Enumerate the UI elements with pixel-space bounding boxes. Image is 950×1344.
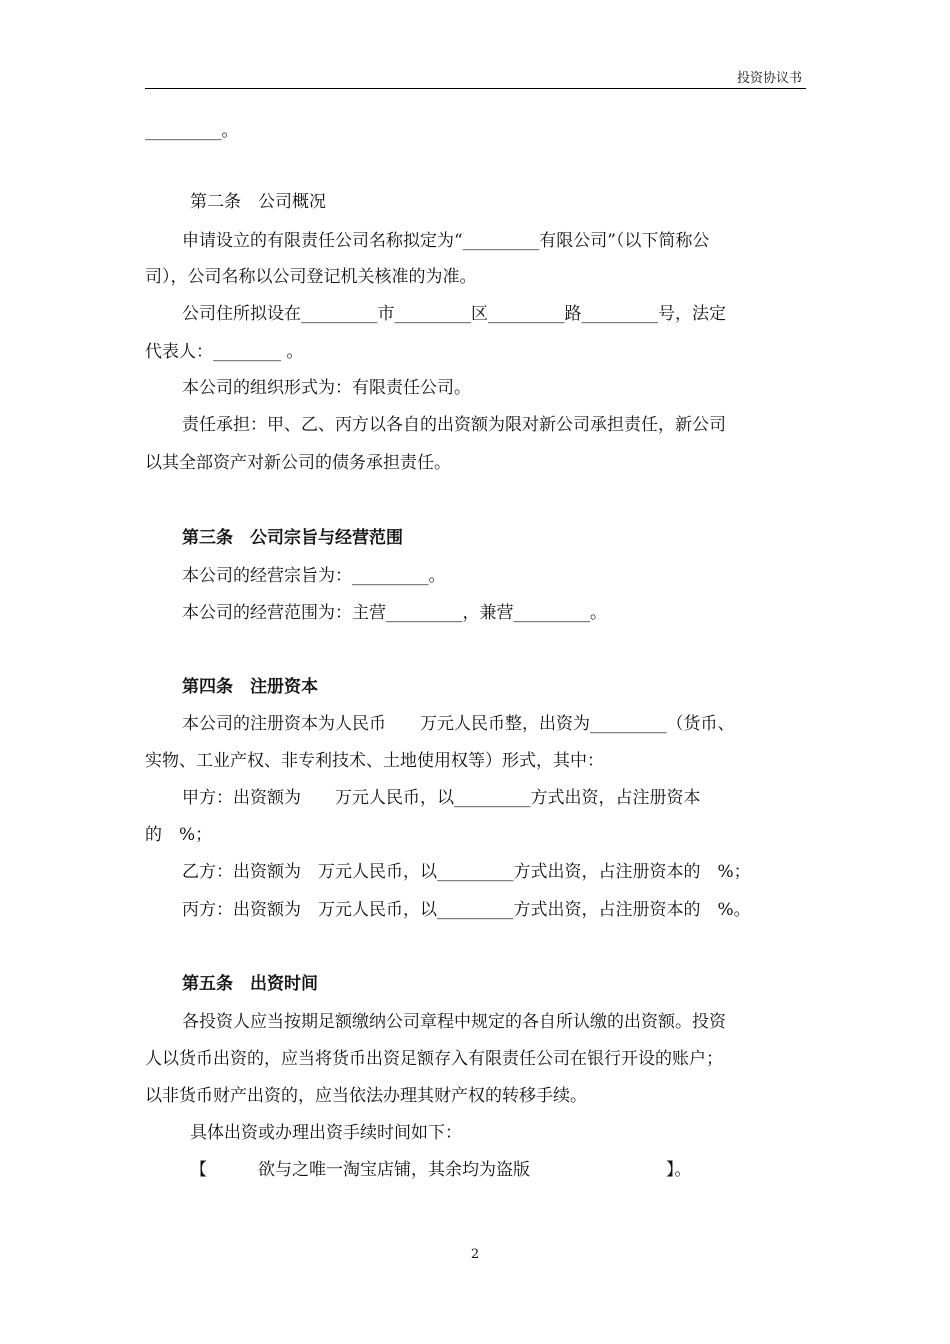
text-line: 具体出资或办理出资手续时间如下：	[190, 1123, 462, 1143]
bracketed-note: 【 欲与之唯一淘宝店铺，其余均为盗版 】。	[190, 1160, 692, 1180]
text-line: 本公司的注册资本为人民币 万元人民币整，出资为_________（货币、	[182, 714, 735, 734]
section-heading: 第三条 公司宗旨与经营范围	[182, 528, 403, 548]
text-line: 各投资人应当按期足额缴纳公司章程中规定的各自所认缴的出资额。投资	[182, 1012, 726, 1032]
text-line: 实物、工业产权、非专利技术、土地使用权等）形式，其中：	[145, 751, 604, 771]
text-line: 甲方：出资额为 万元人民币，以_________方式出资，占注册资本	[182, 788, 701, 808]
text-line: 本公司的组织形式为：有限责任公司。	[182, 378, 471, 398]
text-line: 的 %；	[145, 825, 213, 845]
section-heading: 第五条 出资时间	[182, 974, 318, 994]
text-line: 丙方：出资额为 万元人民币，以_________方式出资，占注册资本的 %。	[182, 900, 751, 920]
text-line: 代表人：________ 。	[145, 342, 304, 362]
text-line: 本公司的经营宗旨为：_________。	[182, 566, 446, 586]
header-title: 投资协议书	[736, 71, 802, 86]
text-line: 本公司的经营范围为：主营_________，兼营_________。	[182, 603, 607, 623]
text-line: 责任承担：甲、乙、丙方以各自的出资额为限对新公司承担责任，新公司	[182, 415, 726, 435]
text-line: 公司住所拟设在_________市_________区_________路_________号，法定	[182, 304, 726, 324]
text-line: 申请设立的有限责任公司名称拟定为“_________有限公司”（以下简称公	[182, 231, 710, 251]
text-line: 以其全部资产对新公司的债务承担责任。	[145, 453, 451, 473]
text-line: 司），公司名称以公司登记机关核准的为准。	[145, 267, 477, 287]
section-heading: 第二条 公司概况	[190, 192, 326, 212]
text-line: _________。	[145, 121, 239, 141]
text-line: 以非货币财产出资的，应当依法办理其财产权的转移手续。	[145, 1086, 587, 1106]
page-number: 2	[470, 1247, 480, 1262]
text-line: 人以货币出资的，应当将货币出资足额存入有限责任公司在银行开设的账户；	[145, 1049, 723, 1069]
page-header	[145, 66, 806, 89]
text-line: 乙方：出资额为 万元人民币，以_________方式出资，占注册资本的 %；	[182, 862, 751, 882]
section-heading: 第四条 注册资本	[182, 677, 318, 697]
